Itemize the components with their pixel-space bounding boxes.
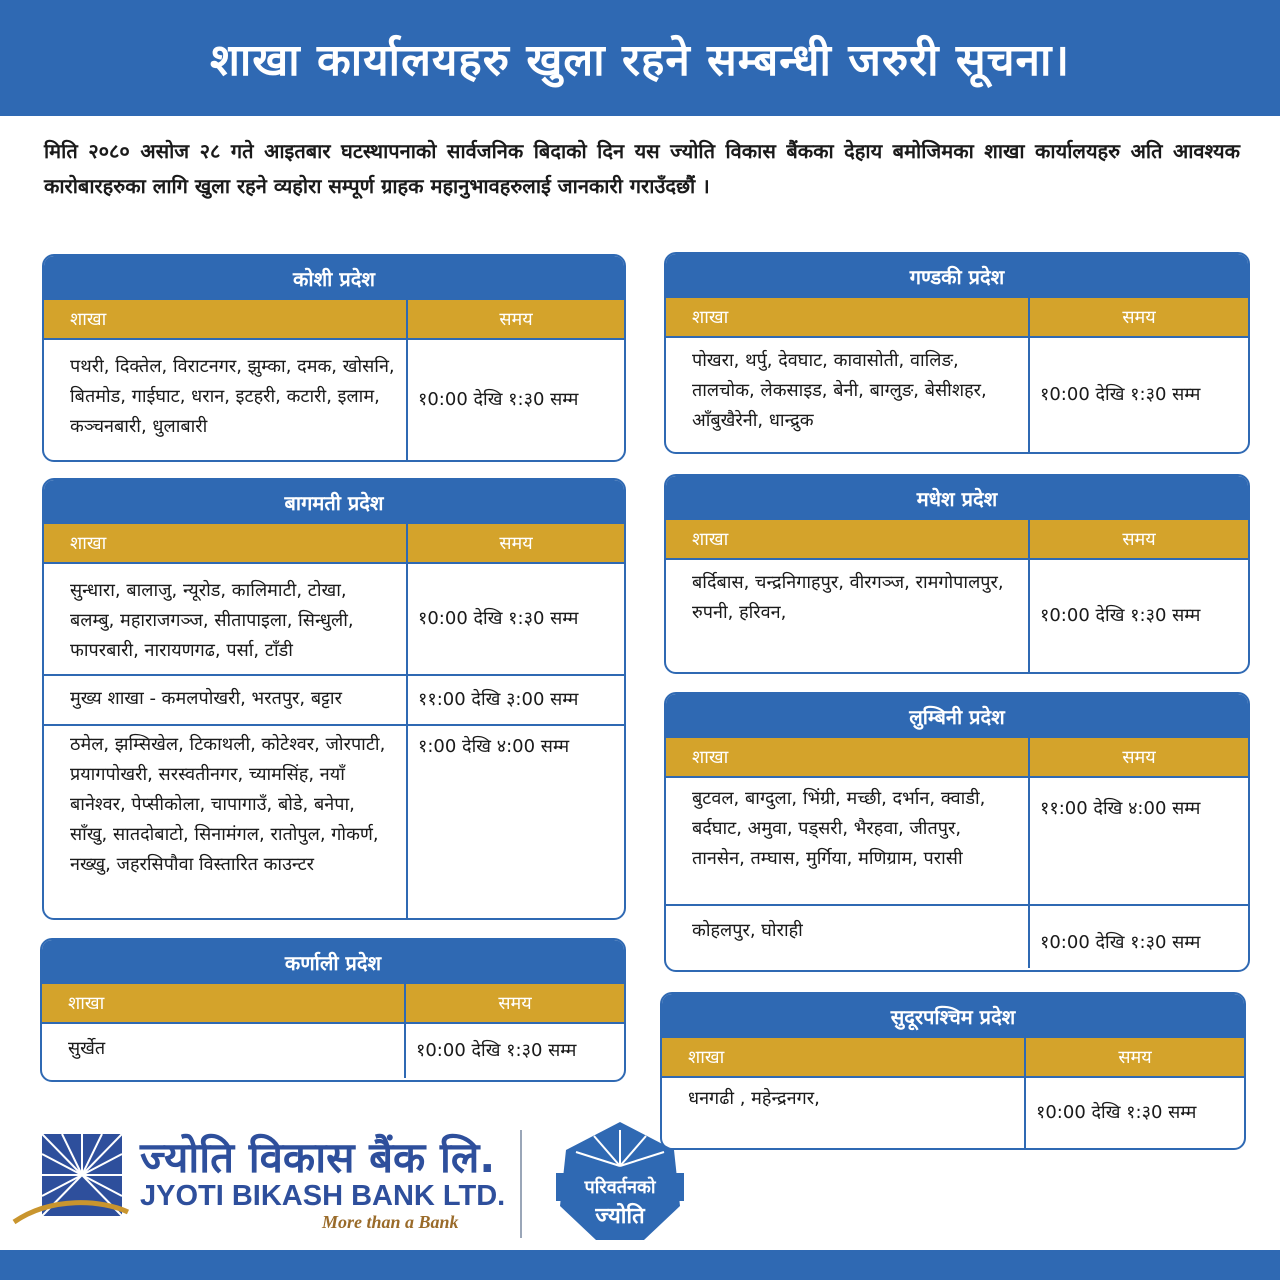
column-header-time: समय (1122, 529, 1156, 550)
table-header-row (666, 298, 1248, 336)
time-value: १:00 देखि ४:00 सम्म (418, 736, 570, 757)
province-card-sudurpashchim (660, 992, 1246, 1150)
time-value: ११:00 देखि ४:00 सम्म (1040, 798, 1201, 819)
column-header-branch: शाखा (44, 300, 408, 338)
column-header-branch: शाखा (662, 1038, 1026, 1076)
title-banner (0, 0, 1280, 116)
province-card-madhesh (664, 474, 1250, 674)
province-title: सुदूरपश्चिम प्रदेश (662, 994, 1244, 1038)
time-value: १0:00 देखि १:३0 सम्म (416, 1040, 577, 1061)
table-row (666, 904, 1248, 968)
column-header-time: समय (1122, 747, 1156, 768)
branch-list: मुख्य शाखा - कमलपोखरी, भरतपुर, बट्टार (44, 676, 408, 724)
bank-tagline: More than a Bank (322, 1212, 459, 1232)
table-header-row (42, 984, 624, 1022)
time-value: ११:00 देखि ३:00 सम्म (418, 689, 579, 710)
branch-list: पोखरा, थर्पु, देवघाट, कावासोती, वालिङ, तालचोक, लेकसाइड, बेनी, बाग्लुङ, बेसीशहर, आँबुखैरेनी, धान्द्रुक (666, 338, 1030, 452)
column-header-time: समय (499, 309, 533, 330)
branch-list: सुन्धारा, बालाजु, न्यूरोड, कालिमाटी, टोखा, बलम्बु, महाराजगञ्ज, सीतापाइला, सिन्धुली, फापरबारी, नारायणगढ, पर्सा, टाँडी (44, 564, 408, 674)
page-title: शाखा कार्यालयहरु खुला रहने सम्बन्धी जरुरी सूचना। (209, 35, 1071, 86)
branch-list: बर्दिबास, चन्द्रनिगाहपुर, वीरगञ्ज, रामगोपालपुर, रुपनी, हरिवन, (666, 560, 1030, 672)
table-header-row (666, 738, 1248, 776)
table-row (44, 338, 624, 460)
table-header-row (44, 300, 624, 338)
column-header-time: समय (1122, 307, 1156, 328)
province-card-lumbini (664, 692, 1250, 972)
province-title: मधेश प्रदेश (666, 476, 1248, 520)
time-value: १0:00 देखि १:३0 सम्म (418, 608, 579, 629)
province-card-bagmati (42, 478, 626, 920)
column-header-time: समय (498, 993, 532, 1014)
province-title: कोशी प्रदेश (44, 256, 624, 300)
province-card-gandaki (664, 252, 1250, 454)
table-row (666, 336, 1248, 452)
column-header-branch: शाखा (666, 738, 1030, 776)
table-row (662, 1076, 1244, 1148)
time-value: १0:00 देखि १:३0 सम्म (1040, 384, 1201, 405)
table-row (666, 776, 1248, 904)
table-header-row (662, 1038, 1244, 1076)
column-header-branch: शाखा (666, 298, 1030, 336)
column-header-branch: शाखा (44, 524, 408, 562)
province-title: लुम्बिनी प्रदेश (666, 694, 1248, 738)
time-value: १0:00 देखि १:३0 सम्म (418, 389, 579, 410)
branch-list: सुर्खेत (42, 1024, 406, 1078)
footer-divider (520, 1130, 522, 1238)
badge-text-jyoti: ज्योति (595, 1204, 645, 1229)
table-row (666, 558, 1248, 672)
province-card-koshi (42, 254, 626, 462)
branch-list: कोहलपुर, घोराही (666, 906, 1030, 968)
bank-name-english: JYOTI BIKASH BANK LTD. (140, 1180, 506, 1212)
branch-list: ठमेल, झम्सिखेल, टिकाथली, कोटेश्वर, जोरपाटी, प्रयागपोखरी, सरस्वतीनगर, च्यामसिंह, नयाँ बानेश्वर, पेप्सीकोला, चापागाउँ, बोडे, बनेपा, साँखु, सातदोबाटो, सिनामंगल, रातोपुल, गोकर्ण, नख्खु, जहरसिपौवा विस्तारित काउन्टर (44, 726, 408, 918)
column-header-time: समय (1118, 1047, 1152, 1068)
bank-logo-icon (12, 1126, 130, 1238)
time-value: १0:00 देखि १:३0 सम्म (1036, 1102, 1197, 1123)
column-header-time: समय (499, 533, 533, 554)
table-row (44, 562, 624, 674)
bottom-bar (0, 1250, 1280, 1280)
province-card-karnali (40, 938, 626, 1082)
table-row (44, 674, 624, 724)
province-title: गण्डकी प्रदेश (666, 254, 1248, 298)
province-title: कर्णाली प्रदेश (42, 940, 624, 984)
time-value: १0:00 देखि १:३0 सम्म (1040, 932, 1201, 953)
bank-name-nepali: ज्योति विकास बैंक लि. (140, 1133, 496, 1182)
table-header-row (44, 524, 624, 562)
province-title: बागमती प्रदेश (44, 480, 624, 524)
column-header-branch: शाखा (42, 984, 406, 1022)
badge-text-parivartan: परिवर्तनको (556, 1173, 684, 1201)
table-row (42, 1022, 624, 1078)
table-row (44, 724, 624, 918)
table-header-row (666, 520, 1248, 558)
branch-list: बुटवल, बाग्दुला, भिंग्री, मच्छी, दर्भान, क्वाडी, बर्दघाट, अमुवा, पड्सरी, भैरहवा, जीतपुर, तानसेन, तम्घास, मुर्गिया, मणिग्राम, परासी (666, 778, 1030, 904)
intro-paragraph: मिति २०८० असोज २८ गते आइतबार घटस्थापनाको सार्वजनिक बिदाको दिन यस ज्योति विकास बैंकका देहाय बमोजिमका शाखा कार्यालयहरु अति आवश्यक कारोबारहरुका लागि खुला रहने व्यहोरा सम्पूर्ण ग्राहक महानुभावहरुलाई जानकारी गराउँदछौं । (44, 139, 1240, 198)
branch-list: धनगढी , महेन्द्रनगर, (662, 1078, 1026, 1148)
time-value: १0:00 देखि १:३0 सम्म (1040, 605, 1201, 626)
branch-list: पथरी, दिक्तेल, विराटनगर, झुम्का, दमक, खोसनि, बितमोड, गाईघाट, धरान, इटहरी, कटारी, इलाम, कञ्चनबारी, धुलाबारी (44, 340, 408, 460)
column-header-branch: शाखा (666, 520, 1030, 558)
